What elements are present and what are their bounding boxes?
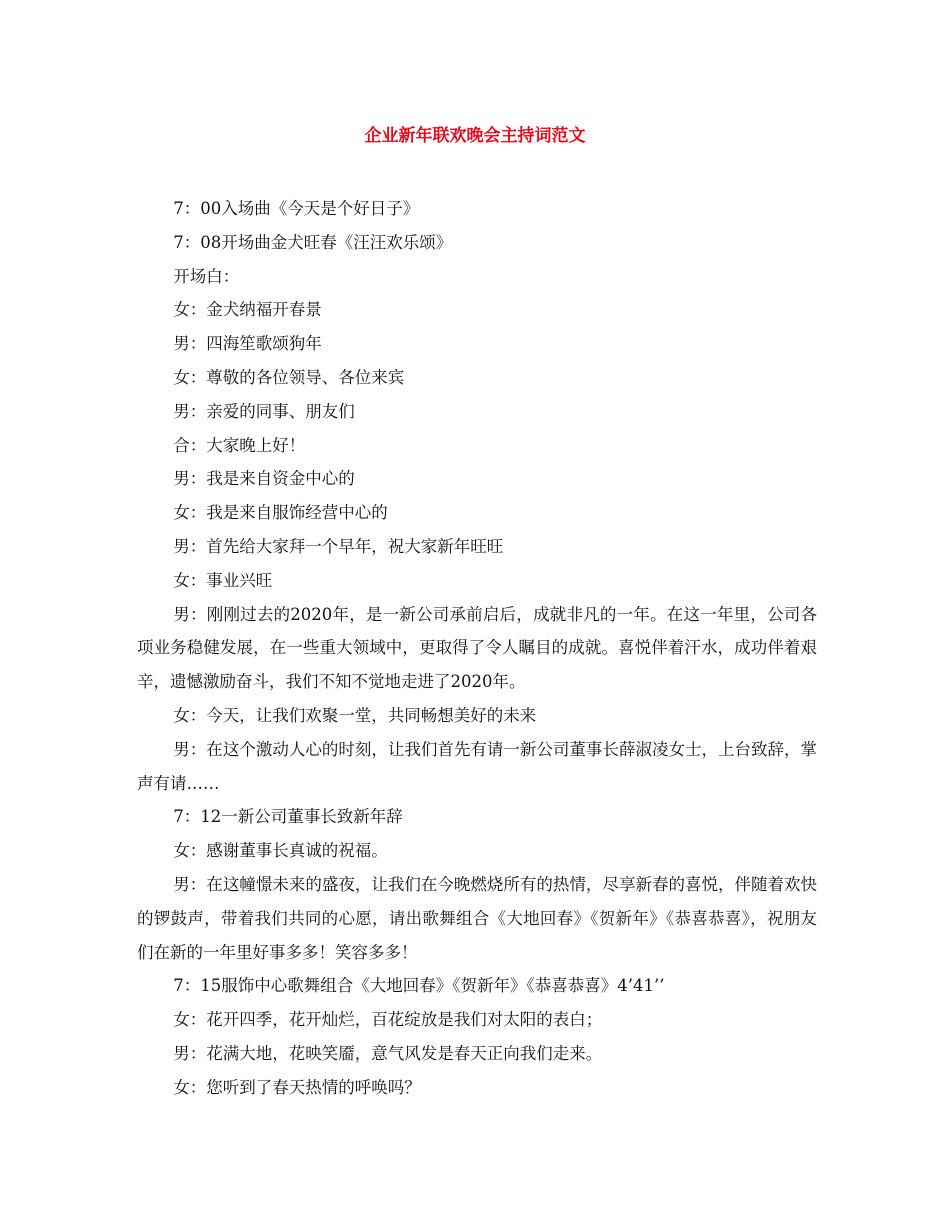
paragraph: 女：您听到了春天热情的呼唤吗？: [173, 1077, 421, 1097]
paragraph: 女：尊敬的各位领导、各位来宾: [173, 367, 405, 387]
paragraph: 男：亲爱的同事、朋友们: [173, 401, 355, 421]
paragraph: 7：12一新公司董事长致新年辞: [173, 807, 403, 827]
paragraph: 女：花开四季，花开灿烂，百花绽放是我们对太阳的表白；: [173, 1010, 603, 1030]
paragraph: 7：00入场曲《今天是个好日子》: [173, 199, 420, 218]
document-title: 企业新年联欢晚会主持词范文: [364, 126, 586, 146]
paragraph: 女：感谢董事长真诚的祝福。: [173, 841, 388, 861]
paragraph: 男：我是来自资金中心的: [173, 469, 355, 489]
paragraph: 开场白：: [173, 266, 240, 286]
document-body: [137, 192, 817, 1105]
paragraph: 合：大家晚上好！: [173, 435, 306, 455]
paragraph: 女：事业兴旺: [173, 570, 273, 590]
paragraph: 女：金犬纳福开春景: [173, 300, 322, 320]
paragraph: 男：在这幢憬未来的盛夜，让我们在今晚燃烧所有的热情，尽享新春的喜悦，伴随着欢快的锣鼓声，带着我们共同的心愿，请出歌舞组合《大地回春》《贺新年》《恭喜恭喜》，祝朋友们在新的一年里好事多多！笑容多多！: [137, 874, 817, 962]
paragraph: 7：08开场曲金犬旺春《汪汪欢乐颂》: [173, 232, 453, 252]
paragraph: 男：刚刚过去的2020年，是一新公司承前启后，成就非凡的一年。在这一年里，公司各项业务稳健发展，在一些重大领域中，更取得了令人瞩目的成就。喜悦伴着汗水，成功伴着艰辛，遗憾激励奋斗，我们不知不觉地走进了2020年。: [137, 604, 817, 692]
paragraph: 男：四海笙歌颂狗年: [173, 334, 322, 354]
paragraph: 男：首先给大家拜一个早年，祝大家新年旺旺: [173, 536, 504, 556]
paragraph: 男：在这个激动人心的时刻，让我们首先有请一新公司董事长薛淑凌女士，上台致辞，掌声有请……: [137, 739, 817, 793]
paragraph: 女：我是来自服饰经营中心的: [173, 503, 388, 523]
paragraph: 女：今天，让我们欢聚一堂，共同畅想美好的未来: [173, 705, 537, 725]
paragraph: 7：15服饰中心歌舞组合《大地回春》《贺新年》《恭喜恭喜》4’41’’: [173, 976, 665, 996]
paragraph: 男：花满大地，花映笑靥，意气风发是春天正向我们走来。: [173, 1043, 603, 1063]
